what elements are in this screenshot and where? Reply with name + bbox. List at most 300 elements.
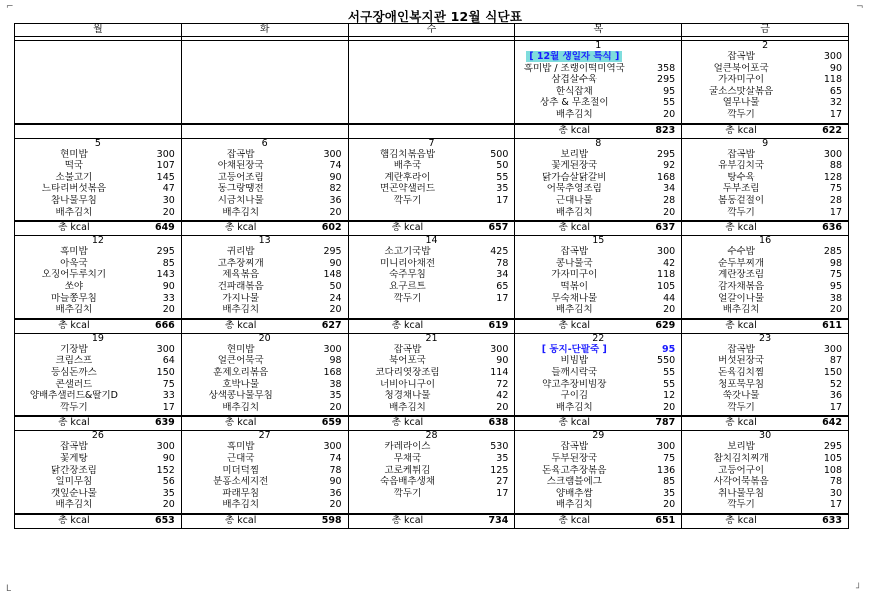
menu-item-kcal: 75 [162, 378, 175, 390]
menu-item [349, 344, 515, 356]
menu-item [682, 344, 848, 356]
menu-item [349, 390, 515, 402]
menu-item-kcal: 95 [663, 85, 676, 97]
menu-item-kcal: 42 [663, 257, 676, 269]
menu-item-name: 흑미밥 [226, 441, 255, 453]
date-cell: 30 [682, 431, 849, 442]
menu-item-name: 돈육김치찜 [718, 366, 765, 378]
menu-item [515, 293, 681, 305]
total-kcal: 622 [822, 124, 842, 136]
menu-item-kcal: 36 [329, 487, 342, 499]
menu-item-name: 미니리아채전 [379, 257, 436, 269]
total-row [15, 124, 849, 139]
menu-item-name: 쑥갓나물 [722, 390, 760, 402]
menu-item-name: 깍두기 [727, 401, 755, 413]
total-kcal: 602 [321, 222, 342, 234]
corner-mark-top-right: ¬ [856, 2, 864, 12]
menu-item [182, 160, 348, 172]
menu-item [349, 465, 515, 477]
total-cell [515, 514, 682, 529]
menu-item-kcal: 530 [490, 441, 509, 453]
menu-cell [348, 441, 515, 514]
menu-item-name: 버섯된장국 [718, 355, 765, 367]
menu-item-kcal: 20 [329, 206, 342, 218]
total-label: 총 kcal [391, 319, 424, 331]
date-cell [348, 41, 515, 52]
menu-item [15, 499, 181, 511]
menu-item-name: 사각어묵볶음 [713, 476, 769, 488]
total-kcal: 629 [655, 319, 676, 331]
menu-item-kcal: 300 [823, 51, 842, 62]
menu-item [182, 402, 348, 414]
menu-item-name: 오징어두루치기 [41, 269, 107, 281]
menu-item [349, 195, 515, 207]
menu-item-kcal: 425 [490, 246, 509, 258]
menu-item-kcal: 98 [329, 355, 342, 367]
menu-item [15, 207, 181, 219]
menu-item-name: 너비아니구이 [379, 378, 436, 390]
total-label: 총 kcal [725, 222, 757, 234]
menu-item-kcal: 300 [490, 343, 509, 355]
menu-item-kcal: 500 [490, 148, 509, 160]
menu-item-kcal: 85 [663, 476, 676, 488]
total-kcal: 619 [488, 319, 509, 331]
menu-item [182, 390, 348, 402]
menu-item [182, 258, 348, 270]
menu-item [515, 441, 681, 453]
menu-item [682, 109, 848, 121]
menu-item [15, 379, 181, 391]
total-cell [348, 514, 515, 529]
menu-item-name: 숙주무침 [389, 269, 426, 281]
menu-item [682, 258, 848, 270]
menu-item [682, 390, 848, 402]
menu-item [682, 488, 848, 500]
menu-item-kcal: 55 [496, 171, 509, 183]
menu-item [682, 149, 848, 161]
total-cell [181, 221, 348, 236]
menu-item-kcal: 72 [496, 378, 509, 390]
menu-cell [682, 149, 849, 222]
menu-item [182, 246, 348, 258]
menu-item [515, 488, 681, 500]
menu-item [682, 160, 848, 172]
menu-item-name: 배추김치 [55, 499, 93, 511]
menu-table [14, 23, 849, 529]
menu-item-kcal: 107 [156, 160, 175, 172]
menu-item [15, 149, 181, 161]
menu-item-name: 굴소스맛살볶음 [708, 85, 774, 97]
menu-cell [348, 246, 515, 319]
weekday-header: 수 [348, 24, 515, 37]
menu-item-name: 분홍소세지전 [213, 476, 269, 488]
menu-item-name: 보리밥 [560, 148, 589, 160]
menu-item [15, 390, 181, 402]
menu-item-kcal: 28 [663, 194, 676, 206]
menu-item-kcal: 90 [162, 280, 175, 292]
menu-item-name: 기장밥 [60, 343, 88, 355]
date-cell: 19 [15, 333, 182, 344]
menu-item-kcal: 285 [823, 246, 842, 258]
menu-item-name: 잡곡밥 [60, 441, 88, 453]
total-cell [682, 221, 849, 236]
menu-item [682, 51, 848, 63]
weekday-header: 화 [181, 24, 348, 37]
menu-item-kcal: 118 [823, 74, 842, 86]
total-kcal: 639 [154, 417, 175, 429]
menu-item [515, 499, 681, 511]
menu-item-kcal: 35 [663, 487, 676, 499]
total-cell [682, 319, 849, 334]
menu-item-name: 얼갈이나물 [718, 292, 765, 304]
menu-item [349, 402, 515, 414]
menu-item-name: 아채된장국 [217, 160, 264, 172]
menu-item [15, 367, 181, 379]
menu-item-name: 배추김치 [55, 206, 93, 218]
date-cell: 21 [348, 333, 515, 344]
menu-item-name: 배추김치 [222, 401, 260, 413]
menu-item [515, 379, 681, 391]
date-cell: 8 [515, 138, 682, 149]
menu-item [515, 207, 681, 219]
menu-item [682, 355, 848, 367]
menu-item-name: 꽃게탕 [60, 452, 88, 464]
menu-item-kcal: 20 [829, 304, 842, 316]
menu-item-kcal: 300 [823, 148, 842, 160]
total-row [15, 319, 849, 334]
date-cell: 15 [515, 236, 682, 247]
menu-cell [682, 344, 849, 417]
menu-item [182, 355, 348, 367]
menu-item [349, 453, 515, 465]
menu-item-name: 가자미구이 [551, 269, 598, 281]
menu-item [182, 269, 348, 281]
menu-cell [348, 344, 515, 417]
date-row [15, 333, 849, 344]
menu-item-name: 현미밥 [60, 148, 88, 160]
menu-item-name: 등심돈까스 [50, 366, 97, 378]
menu-item [515, 402, 681, 414]
total-label: 총 kcal [391, 222, 424, 234]
menu-item-name: 계란장조림 [718, 269, 765, 281]
total-kcal: 734 [488, 514, 509, 526]
menu-item-kcal: 36 [329, 194, 342, 206]
menu-item [515, 344, 681, 356]
menu-item [15, 344, 181, 356]
total-cell [181, 514, 348, 529]
menu-item-kcal: 145 [156, 171, 175, 183]
menu-item-kcal: 90 [329, 476, 342, 488]
menu-item [682, 246, 848, 258]
menu-item [349, 293, 515, 305]
menu-item-kcal: 38 [829, 292, 842, 304]
total-cell [348, 124, 515, 139]
date-cell: 6 [181, 138, 348, 149]
total-cell [15, 221, 182, 236]
menu-item-name: 청포묵무침 [718, 378, 765, 390]
total-kcal: 653 [154, 514, 175, 526]
menu-row [15, 344, 849, 417]
menu-item-name: 쏘야 [64, 280, 84, 292]
menu-item [515, 367, 681, 379]
total-kcal: 651 [655, 514, 676, 526]
menu-item-name: 귀리밥 [226, 246, 255, 258]
menu-item [182, 465, 348, 477]
menu-item-kcal: 35 [496, 183, 509, 195]
menu-cell [181, 51, 348, 124]
menu-item-name: 잡곡밥 [393, 343, 422, 355]
menu-item-kcal: 90 [329, 257, 342, 269]
menu-item-name: 청경채나물 [384, 390, 431, 402]
menu-item-kcal: 20 [162, 499, 175, 511]
menu-item-kcal: 90 [162, 452, 175, 464]
menu-item-kcal: 150 [823, 366, 842, 378]
weekday-header: 목 [515, 24, 682, 37]
menu-row [15, 246, 849, 319]
menu-item-kcal: 90 [829, 62, 842, 74]
total-kcal: 598 [321, 514, 342, 526]
menu-item-name: 참나물무침 [50, 194, 97, 206]
menu-cell [515, 246, 682, 319]
menu-item [15, 488, 181, 500]
menu-item [682, 499, 848, 511]
menu-item-name: 한식잡채 [555, 85, 593, 97]
total-cell [15, 514, 182, 529]
menu-item [15, 160, 181, 172]
total-label: 총 kcal [725, 319, 757, 331]
menu-item [682, 63, 848, 75]
total-label: 총 kcal [558, 124, 590, 136]
menu-item [182, 207, 348, 219]
menu-item-name: 떡볶이 [560, 280, 589, 292]
menu-item-kcal: 32 [829, 97, 842, 109]
total-label: 총 kcal [725, 417, 757, 429]
date-row [15, 236, 849, 247]
menu-item-kcal: 148 [323, 269, 342, 281]
menu-item-kcal: 17 [496, 194, 509, 206]
menu-item [515, 465, 681, 477]
menu-item [349, 269, 515, 281]
menu-item-kcal [633, 51, 681, 63]
menu-item-name: 깍두기 [393, 292, 422, 304]
menu-item-kcal: 50 [329, 280, 342, 292]
total-label: 총 kcal [391, 514, 424, 526]
date-cell: 23 [682, 333, 849, 344]
menu-item [682, 207, 848, 219]
menu-item [682, 195, 848, 207]
menu-item [515, 109, 681, 121]
menu-item [515, 281, 681, 293]
menu-item [15, 258, 181, 270]
menu-item-name: 잡곡밥 [727, 51, 755, 62]
menu-item [515, 51, 681, 63]
menu-item-name: 깍두기 [727, 206, 755, 218]
date-cell: 26 [15, 431, 182, 442]
menu-item-kcal: 295 [823, 441, 842, 453]
date-cell: 7 [348, 138, 515, 149]
menu-item-name: 돈육고추장볶음 [542, 464, 607, 476]
total-cell [682, 514, 849, 529]
menu-item-name: 고추장찌개 [217, 257, 264, 269]
menu-item [15, 476, 181, 488]
menu-item [15, 293, 181, 305]
menu-item-name: 배추김치 [555, 499, 593, 511]
menu-item-kcal: 65 [496, 280, 509, 292]
menu-item [182, 499, 348, 511]
menu-item [515, 63, 681, 75]
date-cell: 9 [682, 138, 849, 149]
date-cell: 20 [181, 333, 348, 344]
menu-cell [15, 51, 182, 124]
menu-item-name: 느타리버섯볶음 [41, 183, 107, 195]
menu-item-kcal: 300 [323, 441, 342, 453]
menu-item-name: 제육볶음 [222, 269, 260, 281]
menu-item [349, 476, 515, 488]
menu-item-kcal: 65 [829, 85, 842, 97]
menu-item-name: 시금치나물 [217, 194, 264, 206]
menu-item-kcal: 105 [657, 280, 676, 292]
total-label: 총 kcal [391, 417, 424, 429]
menu-item-kcal: 17 [829, 206, 842, 218]
menu-item [182, 183, 348, 195]
menu-item [349, 367, 515, 379]
date-cell: 2 [682, 41, 849, 52]
menu-item-kcal: 75 [829, 183, 842, 195]
menu-item-name: 고등어조림 [217, 171, 264, 183]
menu-item [15, 355, 181, 367]
total-kcal: 666 [154, 319, 175, 331]
menu-item-name: 깍두기 [60, 401, 88, 413]
menu-item-kcal: 28 [829, 194, 842, 206]
total-label: 총 kcal [558, 417, 590, 429]
menu-item [15, 441, 181, 453]
total-row [15, 514, 849, 529]
menu-item-name: 들깨시락국 [551, 366, 598, 378]
menu-item [682, 293, 848, 305]
menu-item [682, 304, 848, 316]
menu-item-kcal: 136 [657, 464, 676, 476]
menu-item-name: 봄동겉절이 [718, 194, 765, 206]
menu-item-name: 배추김치 [555, 401, 593, 413]
menu-item-name: 두부조림 [722, 183, 760, 195]
menu-item-kcal: 88 [829, 160, 842, 172]
total-cell [682, 416, 849, 431]
menu-item-name: 깍두기 [393, 487, 422, 499]
date-row [15, 431, 849, 442]
menu-item [515, 172, 681, 184]
menu-cell [348, 51, 515, 124]
menu-cell [15, 149, 182, 222]
menu-item-name: 현미밥 [226, 343, 255, 355]
menu-item [182, 293, 348, 305]
menu-item [682, 476, 848, 488]
menu-item-kcal: 300 [156, 343, 175, 355]
menu-item-name: 비빔밥 [560, 355, 589, 367]
date-cell: 5 [15, 138, 182, 149]
total-cell [348, 221, 515, 236]
menu-item-kcal: 17 [496, 292, 509, 304]
menu-row [15, 441, 849, 514]
menu-row [15, 51, 849, 124]
menu-item-name: 건파래볶음 [217, 280, 264, 292]
menu-item-name: 근대나물 [555, 194, 593, 206]
total-label: 총 kcal [225, 319, 257, 331]
menu-item [682, 183, 848, 195]
total-cell [682, 124, 849, 139]
menu-item-kcal: 168 [657, 171, 676, 183]
menu-item-name: 고등어구이 [718, 464, 765, 476]
date-cell [181, 41, 348, 52]
date-row [15, 41, 849, 52]
menu-item-kcal: 12 [663, 390, 676, 402]
total-kcal: 657 [488, 222, 509, 234]
menu-cell [682, 246, 849, 319]
menu-item-kcal: 17 [496, 487, 509, 499]
menu-item-name: 호박나물 [222, 378, 260, 390]
menu-item [682, 86, 848, 98]
menu-item-kcal: 74 [329, 452, 342, 464]
menu-item-kcal: 74 [329, 160, 342, 172]
menu-item [515, 390, 681, 402]
menu-item-kcal: 295 [657, 148, 676, 160]
menu-item-kcal: 300 [323, 148, 342, 160]
menu-item [515, 304, 681, 316]
menu-item [15, 183, 181, 195]
menu-item-kcal: 20 [496, 401, 509, 413]
menu-item-name: [ 12월 생일자 특식 ] [526, 51, 622, 62]
menu-item-kcal: 143 [156, 269, 175, 281]
menu-item-kcal: 114 [490, 366, 509, 378]
menu-item [515, 453, 681, 465]
menu-item [349, 172, 515, 184]
menu-item-kcal: 34 [663, 183, 676, 195]
menu-item-kcal: 33 [162, 292, 175, 304]
menu-item [682, 441, 848, 453]
menu-item [349, 160, 515, 172]
menu-item-kcal: 75 [663, 452, 676, 464]
menu-item-kcal: 35 [496, 452, 509, 464]
total-kcal: 638 [488, 417, 509, 429]
menu-item [515, 258, 681, 270]
menu-item-name: 꽃게된장국 [551, 160, 598, 172]
menu-item-name: 아욱국 [60, 257, 88, 269]
total-label: 총 kcal [225, 514, 257, 526]
menu-item-name: 탕수육 [727, 171, 755, 183]
menu-item-kcal: 550 [657, 355, 676, 367]
menu-item-kcal: 92 [663, 160, 676, 172]
menu-cell [181, 149, 348, 222]
menu-item-name: 구이김 [560, 390, 589, 402]
date-row [15, 138, 849, 149]
menu-item [15, 172, 181, 184]
total-kcal: 611 [822, 319, 842, 331]
total-cell [181, 319, 348, 334]
menu-item-kcal: 36 [829, 390, 842, 402]
menu-item-name: 잡곡밥 [560, 441, 589, 453]
menu-item-name: 흑미밥 [60, 246, 88, 258]
menu-item-kcal: 295 [657, 74, 676, 86]
menu-item-name: 감자채볶음 [718, 280, 765, 292]
menu-item-name: 닭간장조림 [50, 464, 97, 476]
menu-item-kcal: 17 [829, 499, 842, 511]
page-title: 서구장애인복지관 12월 식단표 [347, 9, 523, 24]
menu-item-kcal: 33 [162, 390, 175, 402]
menu-item-kcal: 27 [496, 476, 509, 488]
menu-item-kcal: 20 [663, 499, 676, 511]
menu-item [15, 453, 181, 465]
menu-item-name: 가자미구이 [718, 74, 765, 86]
menu-cell [348, 149, 515, 222]
